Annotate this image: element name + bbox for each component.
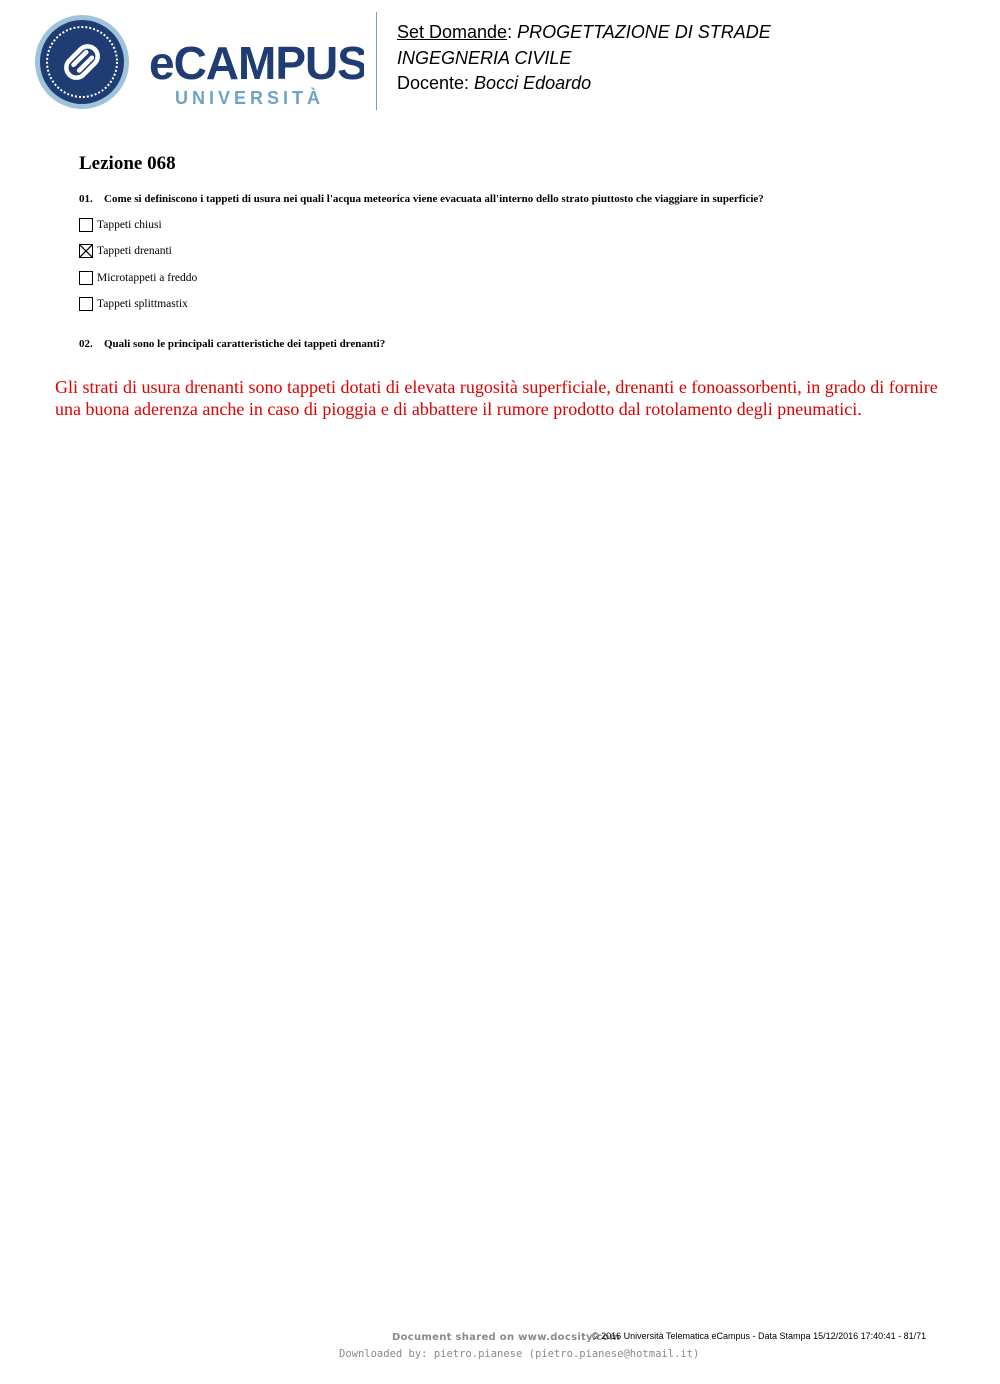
lesson-title: Lezione 068 [79, 153, 176, 174]
footer-docsity: Document shared on www.docsity.com [392, 1332, 621, 1343]
checkbox-unchecked[interactable] [79, 297, 93, 311]
set-label: Set Domande [397, 22, 508, 42]
teacher-line [397, 71, 771, 97]
answer-text: Gli strati di usura drenanti sono tappeti dotati di elevata rugosità superficiale, drenanti e fonoassorbenti, in grado di fornire una buona aderenza anche in caso di pioggia e di abbattere il rumore prodotto dal rotolamento degli pneumatici. [55, 377, 938, 419]
logo-subtext: UNIVERSITÀ [175, 88, 325, 108]
footer-copyright: © 2016 Università Telematica eCampus - Data Stampa 15/12/2016 17:40:41 - 81/71 [592, 1331, 927, 1341]
set-colon: : [507, 22, 518, 42]
option-label: Tappeti chiusi [97, 219, 162, 231]
course-name: PROGETTAZIONE DI STRADE [517, 22, 771, 42]
teacher-name: Bocci Edoardo [474, 73, 592, 93]
header-info [397, 20, 771, 97]
option-tappeti-splittmastix[interactable] [79, 296, 188, 312]
question-02 [79, 338, 385, 350]
check-x-icon [80, 245, 92, 257]
logo-wordmark: eCAMPUS [149, 37, 364, 89]
checkbox-unchecked[interactable] [79, 271, 93, 285]
question-text: Quali sono le principali caratteristiche dei tappeti drenanti? [104, 338, 386, 350]
option-label: Microtappeti a freddo [97, 272, 198, 284]
checkbox-unchecked[interactable] [79, 218, 93, 232]
option-tappeti-chiusi[interactable] [79, 217, 162, 233]
option-microtappeti-a-freddo[interactable] [79, 270, 197, 286]
logo-seal [40, 20, 124, 104]
option-tappeti-drenanti[interactable] [79, 243, 172, 259]
header-divider [376, 12, 377, 110]
question-number: 02. [79, 338, 93, 350]
degree-name: INGEGNERIA CIVILE [397, 47, 572, 68]
question-01 [79, 193, 764, 205]
question-number: 01. [79, 193, 93, 205]
option-label: Tappeti drenanti [97, 245, 172, 257]
option-label: Tappeti splittmastix [97, 298, 188, 310]
footer-downloaded: Downloaded by: pietro.pianese (pietro.pianese@hotmail.it) [339, 1348, 700, 1360]
teacher-label: Docente: [397, 73, 475, 93]
course-line [397, 20, 771, 46]
ecampus-logo [34, 14, 364, 114]
checkbox-checked[interactable] [79, 244, 93, 258]
question-text: Come si definiscono i tappeti di usura nei quali l'acqua meteorica viene evacuata all'interno dello strato piuttosto che viaggiare in superficie? [104, 193, 764, 205]
